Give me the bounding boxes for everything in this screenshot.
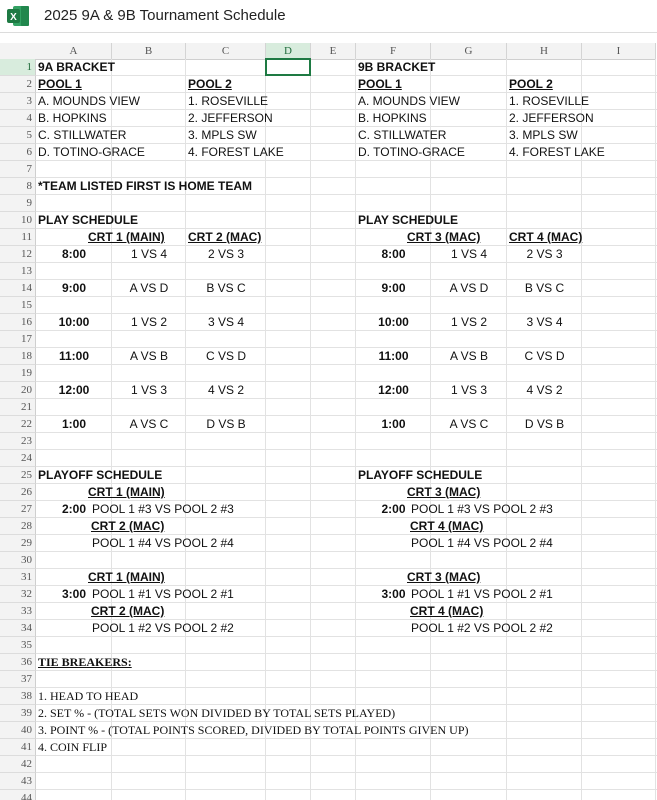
row-header-29[interactable]: 29 bbox=[0, 535, 36, 552]
bracket-9a-time-slot[interactable]: 1:00 bbox=[61, 417, 87, 431]
bracket-9b-pool2-team[interactable]: 1. ROSEVILLE bbox=[509, 94, 590, 108]
bracket-9a-pool1-team[interactable]: A. MOUNDS VIEW bbox=[38, 94, 141, 108]
bracket-9a-playoff-game[interactable]: POOL 1 #2 VS POOL 2 #2 bbox=[92, 621, 234, 635]
row-header-7[interactable]: 7 bbox=[0, 161, 36, 178]
row-header-28[interactable]: 28 bbox=[0, 518, 36, 535]
bracket-9b-pool2-title[interactable]: POOL 2 bbox=[509, 77, 553, 91]
column-header-a[interactable]: A bbox=[36, 43, 112, 60]
tie-breaker-rule[interactable]: 3. POINT % - (TOTAL POINTS SCORED, DIVIDED BY TOTAL POINTS GIVEN UP) bbox=[38, 723, 469, 737]
column-header-g[interactable]: G bbox=[431, 43, 507, 60]
bracket-9b-playoff-game[interactable]: POOL 1 #3 VS POOL 2 #3 bbox=[411, 502, 553, 516]
bracket-9a-pool2-team[interactable]: 4. FOREST LAKE bbox=[188, 145, 284, 159]
bracket-9a-playoff-court-header[interactable]: CRT 2 (MAC) bbox=[91, 604, 165, 618]
selected-cell-indicator bbox=[265, 58, 311, 76]
column-gridline bbox=[310, 59, 311, 800]
bracket-9b-playoff-court-header[interactable]: CRT 4 (MAC) bbox=[410, 519, 484, 533]
row-header-39[interactable]: 39 bbox=[0, 705, 36, 722]
bracket-9b-pool1-team[interactable]: D. TOTINO-GRACE bbox=[358, 145, 465, 159]
row-header-16[interactable]: 16 bbox=[0, 314, 36, 331]
row-header-44[interactable]: 44 bbox=[0, 790, 36, 800]
row-header-21[interactable]: 21 bbox=[0, 399, 36, 416]
bracket-9b-court1-game[interactable]: 1 VS 3 bbox=[450, 383, 488, 397]
bracket-9b-court1-game[interactable]: 1 VS 4 bbox=[450, 247, 488, 261]
bracket-9a-court-header[interactable]: CRT 2 (MAC) bbox=[188, 230, 262, 244]
bracket-9a-court1-game[interactable]: A VS D bbox=[129, 281, 169, 295]
bracket-9b-time-slot[interactable]: 11:00 bbox=[378, 349, 409, 363]
row-gridline bbox=[36, 772, 657, 773]
bracket-9b-pool1-team[interactable]: A. MOUNDS VIEW bbox=[358, 94, 461, 108]
bracket-9b-court2-game[interactable]: D VS B bbox=[524, 417, 565, 431]
bracket-9b-court-header[interactable]: CRT 3 (MAC) bbox=[407, 230, 481, 244]
row-header-33[interactable]: 33 bbox=[0, 603, 36, 620]
bracket-9a-pool1-team[interactable]: C. STILLWATER bbox=[38, 128, 127, 142]
bracket-9b-playoff-court-header[interactable]: CRT 3 (MAC) bbox=[407, 485, 481, 499]
excel-icon bbox=[6, 4, 30, 28]
bracket-9b-court2-game[interactable]: B VS C bbox=[524, 281, 565, 295]
bracket-9b-time-slot[interactable]: 1:00 bbox=[381, 417, 406, 431]
bracket-9b-playoff-game[interactable]: POOL 1 #2 VS POOL 2 #2 bbox=[411, 621, 553, 635]
row-header-15[interactable]: 15 bbox=[0, 297, 36, 314]
bracket-9a-playoff-court-header[interactable]: CRT 1 (MAIN) bbox=[88, 485, 165, 499]
row-header-35[interactable]: 35 bbox=[0, 637, 36, 654]
column-header-f[interactable]: F bbox=[356, 43, 431, 60]
bracket-9b-court1-game[interactable]: A VS B bbox=[449, 349, 489, 363]
bracket-9a-time-slot[interactable]: 11:00 bbox=[58, 349, 90, 363]
row-header-31[interactable]: 31 bbox=[0, 569, 36, 586]
row-header-24[interactable]: 24 bbox=[0, 450, 36, 467]
bracket-9a-pool2-team[interactable]: 2. JEFFERSON bbox=[188, 111, 273, 125]
bracket-9b-pool1-team[interactable]: B. HOPKINS bbox=[358, 111, 427, 125]
row-gridline bbox=[36, 789, 657, 790]
document-title: 2025 9A & 9B Tournament Schedule bbox=[44, 7, 286, 24]
bracket-9b-time-slot[interactable]: 9:00 bbox=[381, 281, 406, 295]
bracket-9a-time-slot[interactable]: 9:00 bbox=[61, 281, 87, 295]
bracket-9b-time-slot[interactable]: 8:00 bbox=[381, 247, 406, 261]
row-header-38[interactable]: 38 bbox=[0, 688, 36, 705]
bracket-9b-playoff-schedule-title[interactable]: PLAYOFF SCHEDULE bbox=[358, 468, 483, 482]
row-header-41[interactable]: 41 bbox=[0, 739, 36, 756]
bracket-9b-playoff-game[interactable]: POOL 1 #4 VS POOL 2 #4 bbox=[411, 536, 553, 550]
row-header-11[interactable]: 11 bbox=[0, 229, 36, 246]
bracket-9b-court1-game[interactable]: A VS C bbox=[449, 417, 489, 431]
row-header-18[interactable]: 18 bbox=[0, 348, 36, 365]
row-header-20[interactable]: 20 bbox=[0, 382, 36, 399]
row-header-43[interactable]: 43 bbox=[0, 773, 36, 790]
row-header-6[interactable]: 6 bbox=[0, 144, 36, 161]
bracket-9b-pool1-title[interactable]: POOL 1 bbox=[358, 77, 402, 91]
tie-breaker-rule[interactable]: 2. SET % - (TOTAL SETS WON DIVIDED BY TOTAL SETS PLAYED) bbox=[38, 706, 396, 720]
row-header-22[interactable]: 22 bbox=[0, 416, 36, 433]
bracket-9b-pool1-team[interactable]: C. STILLWATER bbox=[358, 128, 447, 142]
bracket-9a-time-slot[interactable]: 10:00 bbox=[58, 315, 90, 329]
bracket-9a-court-header[interactable]: CRT 1 (MAIN) bbox=[88, 230, 165, 244]
bracket-9a-court1-game[interactable]: 1 VS 2 bbox=[130, 315, 168, 329]
row-header-26[interactable]: 26 bbox=[0, 484, 36, 501]
row-header-17[interactable]: 17 bbox=[0, 331, 36, 348]
bracket-9a-playoff-schedule-title[interactable]: PLAYOFF SCHEDULE bbox=[38, 468, 163, 482]
row-header-10[interactable]: 10 bbox=[0, 212, 36, 229]
bracket-9a-pool2-title[interactable]: POOL 2 bbox=[188, 77, 232, 91]
bracket-9a-playoff-game[interactable]: POOL 1 #3 VS POOL 2 #3 bbox=[92, 502, 234, 516]
row-header-37[interactable]: 37 bbox=[0, 671, 36, 688]
bracket-9a-court2-game[interactable]: C VS D bbox=[205, 349, 246, 363]
column-header-i[interactable]: I bbox=[582, 43, 656, 60]
bracket-9b-time-slot[interactable]: 10:00 bbox=[378, 315, 409, 329]
row-header-30[interactable]: 30 bbox=[0, 552, 36, 569]
bracket-9a-court1-game[interactable]: 1 VS 3 bbox=[130, 383, 168, 397]
row-gridline bbox=[36, 449, 657, 450]
bracket-9b-pool2-team[interactable]: 2. JEFFERSON bbox=[509, 111, 594, 125]
row-header-1[interactable]: 1 bbox=[0, 59, 36, 76]
row-header-14[interactable]: 14 bbox=[0, 280, 36, 297]
bracket-9b-court2-game[interactable]: 4 VS 2 bbox=[526, 383, 563, 397]
bracket-9b-pool2-team[interactable]: 3. MPLS SW bbox=[509, 128, 578, 142]
row-header-27[interactable]: 27 bbox=[0, 501, 36, 518]
bracket-9b-time-slot[interactable]: 12:00 bbox=[378, 383, 409, 397]
bracket-9a-playoff-time[interactable]: 3:00 bbox=[61, 587, 87, 601]
bracket-9a-bracket-title[interactable]: 9A BRACKET bbox=[38, 60, 115, 74]
column-header-d[interactable]: D bbox=[266, 43, 311, 60]
bracket-9b-playoff-time[interactable]: 3:00 bbox=[381, 587, 406, 601]
bracket-9a-playoff-court-header[interactable]: CRT 1 (MAIN) bbox=[88, 570, 165, 584]
bracket-9b-court2-game[interactable]: C VS D bbox=[524, 349, 565, 363]
bracket-9b-playoff-game[interactable]: POOL 1 #1 VS POOL 2 #1 bbox=[411, 587, 553, 601]
tie-breaker-rule[interactable]: 4. COIN FLIP bbox=[38, 740, 108, 754]
home-team-note[interactable]: *TEAM LISTED FIRST IS HOME TEAM bbox=[38, 179, 253, 193]
row-header-42[interactable]: 42 bbox=[0, 756, 36, 773]
row-header-12[interactable]: 12 bbox=[0, 246, 36, 263]
bracket-9a-court2-game[interactable]: B VS C bbox=[206, 281, 246, 295]
column-gridline bbox=[655, 59, 656, 800]
bracket-9b-court2-game[interactable]: 2 VS 3 bbox=[526, 247, 563, 261]
row-header-25[interactable]: 25 bbox=[0, 467, 36, 484]
bracket-9a-playoff-game[interactable]: POOL 1 #4 VS POOL 2 #4 bbox=[92, 536, 234, 550]
bracket-9a-court2-game[interactable]: D VS B bbox=[206, 417, 246, 431]
bracket-9b-court-header[interactable]: CRT 4 (MAC) bbox=[509, 230, 583, 244]
bracket-9a-court2-game[interactable]: 4 VS 2 bbox=[207, 383, 245, 397]
row-header-40[interactable]: 40 bbox=[0, 722, 36, 739]
row-header-4[interactable]: 4 bbox=[0, 110, 36, 127]
row-header-19[interactable]: 19 bbox=[0, 365, 36, 382]
title-bar bbox=[0, 0, 657, 33]
bracket-9b-pool2-team[interactable]: 4. FOREST LAKE bbox=[509, 145, 605, 159]
bracket-9a-playoff-game[interactable]: POOL 1 #1 VS POOL 2 #1 bbox=[92, 587, 234, 601]
bracket-9a-court2-game[interactable]: 2 VS 3 bbox=[207, 247, 245, 261]
column-header-e[interactable]: E bbox=[311, 43, 356, 60]
tie-breaker-rule[interactable]: 1. HEAD TO HEAD bbox=[38, 689, 139, 703]
bracket-9b-court1-game[interactable]: A VS D bbox=[449, 281, 489, 295]
bracket-9a-pool1-title[interactable]: POOL 1 bbox=[38, 77, 82, 91]
bracket-9a-time-slot[interactable]: 12:00 bbox=[58, 383, 90, 397]
row-header-8[interactable]: 8 bbox=[0, 178, 36, 195]
bracket-9b-court2-game[interactable]: 3 VS 4 bbox=[526, 315, 563, 329]
bracket-9a-pool2-team[interactable]: 3. MPLS SW bbox=[188, 128, 257, 142]
bracket-9b-playoff-court-header[interactable]: CRT 4 (MAC) bbox=[410, 604, 484, 618]
bracket-9b-playoff-court-header[interactable]: CRT 3 (MAC) bbox=[407, 570, 481, 584]
bracket-9b-playoff-time[interactable]: 2:00 bbox=[381, 502, 406, 516]
spreadsheet-grid[interactable] bbox=[0, 43, 657, 800]
bracket-9b-court1-game[interactable]: 1 VS 2 bbox=[450, 315, 488, 329]
bracket-9a-time-slot[interactable]: 8:00 bbox=[61, 247, 87, 261]
row-gridline bbox=[36, 75, 657, 76]
tie-breakers-title[interactable]: TIE BREAKERS: bbox=[38, 655, 132, 669]
bracket-9a-court1-game[interactable]: 1 VS 4 bbox=[130, 247, 168, 261]
row-header-9[interactable]: 9 bbox=[0, 195, 36, 212]
bracket-9a-play-schedule-title[interactable]: PLAY SCHEDULE bbox=[38, 213, 139, 227]
row-header-32[interactable]: 32 bbox=[0, 586, 36, 603]
row-header-2[interactable]: 2 bbox=[0, 76, 36, 93]
bracket-9a-court1-game[interactable]: A VS C bbox=[129, 417, 169, 431]
row-header-23[interactable]: 23 bbox=[0, 433, 36, 450]
bracket-9a-pool2-team[interactable]: 1. ROSEVILLE bbox=[188, 94, 269, 108]
row-header-5[interactable]: 5 bbox=[0, 127, 36, 144]
svg-text:X: X bbox=[10, 12, 17, 23]
bracket-9b-play-schedule-title[interactable]: PLAY SCHEDULE bbox=[358, 213, 459, 227]
bracket-9a-playoff-time[interactable]: 2:00 bbox=[61, 502, 87, 516]
row-gridline bbox=[36, 755, 657, 756]
bracket-9a-court1-game[interactable]: A VS B bbox=[129, 349, 169, 363]
row-header-13[interactable]: 13 bbox=[0, 263, 36, 280]
column-header-c[interactable]: C bbox=[186, 43, 266, 60]
bracket-9b-bracket-title[interactable]: 9B BRACKET bbox=[358, 60, 436, 74]
row-header-36[interactable]: 36 bbox=[0, 654, 36, 671]
select-all-corner[interactable] bbox=[0, 43, 37, 60]
column-header-b[interactable]: B bbox=[112, 43, 186, 60]
row-header-3[interactable]: 3 bbox=[0, 93, 36, 110]
bracket-9a-playoff-court-header[interactable]: CRT 2 (MAC) bbox=[91, 519, 165, 533]
bracket-9a-pool1-team[interactable]: B. HOPKINS bbox=[38, 111, 107, 125]
row-header-34[interactable]: 34 bbox=[0, 620, 36, 637]
column-header-h[interactable]: H bbox=[507, 43, 582, 60]
bracket-9a-pool1-team[interactable]: D. TOTINO-GRACE bbox=[38, 145, 145, 159]
bracket-9a-court2-game[interactable]: 3 VS 4 bbox=[207, 315, 245, 329]
